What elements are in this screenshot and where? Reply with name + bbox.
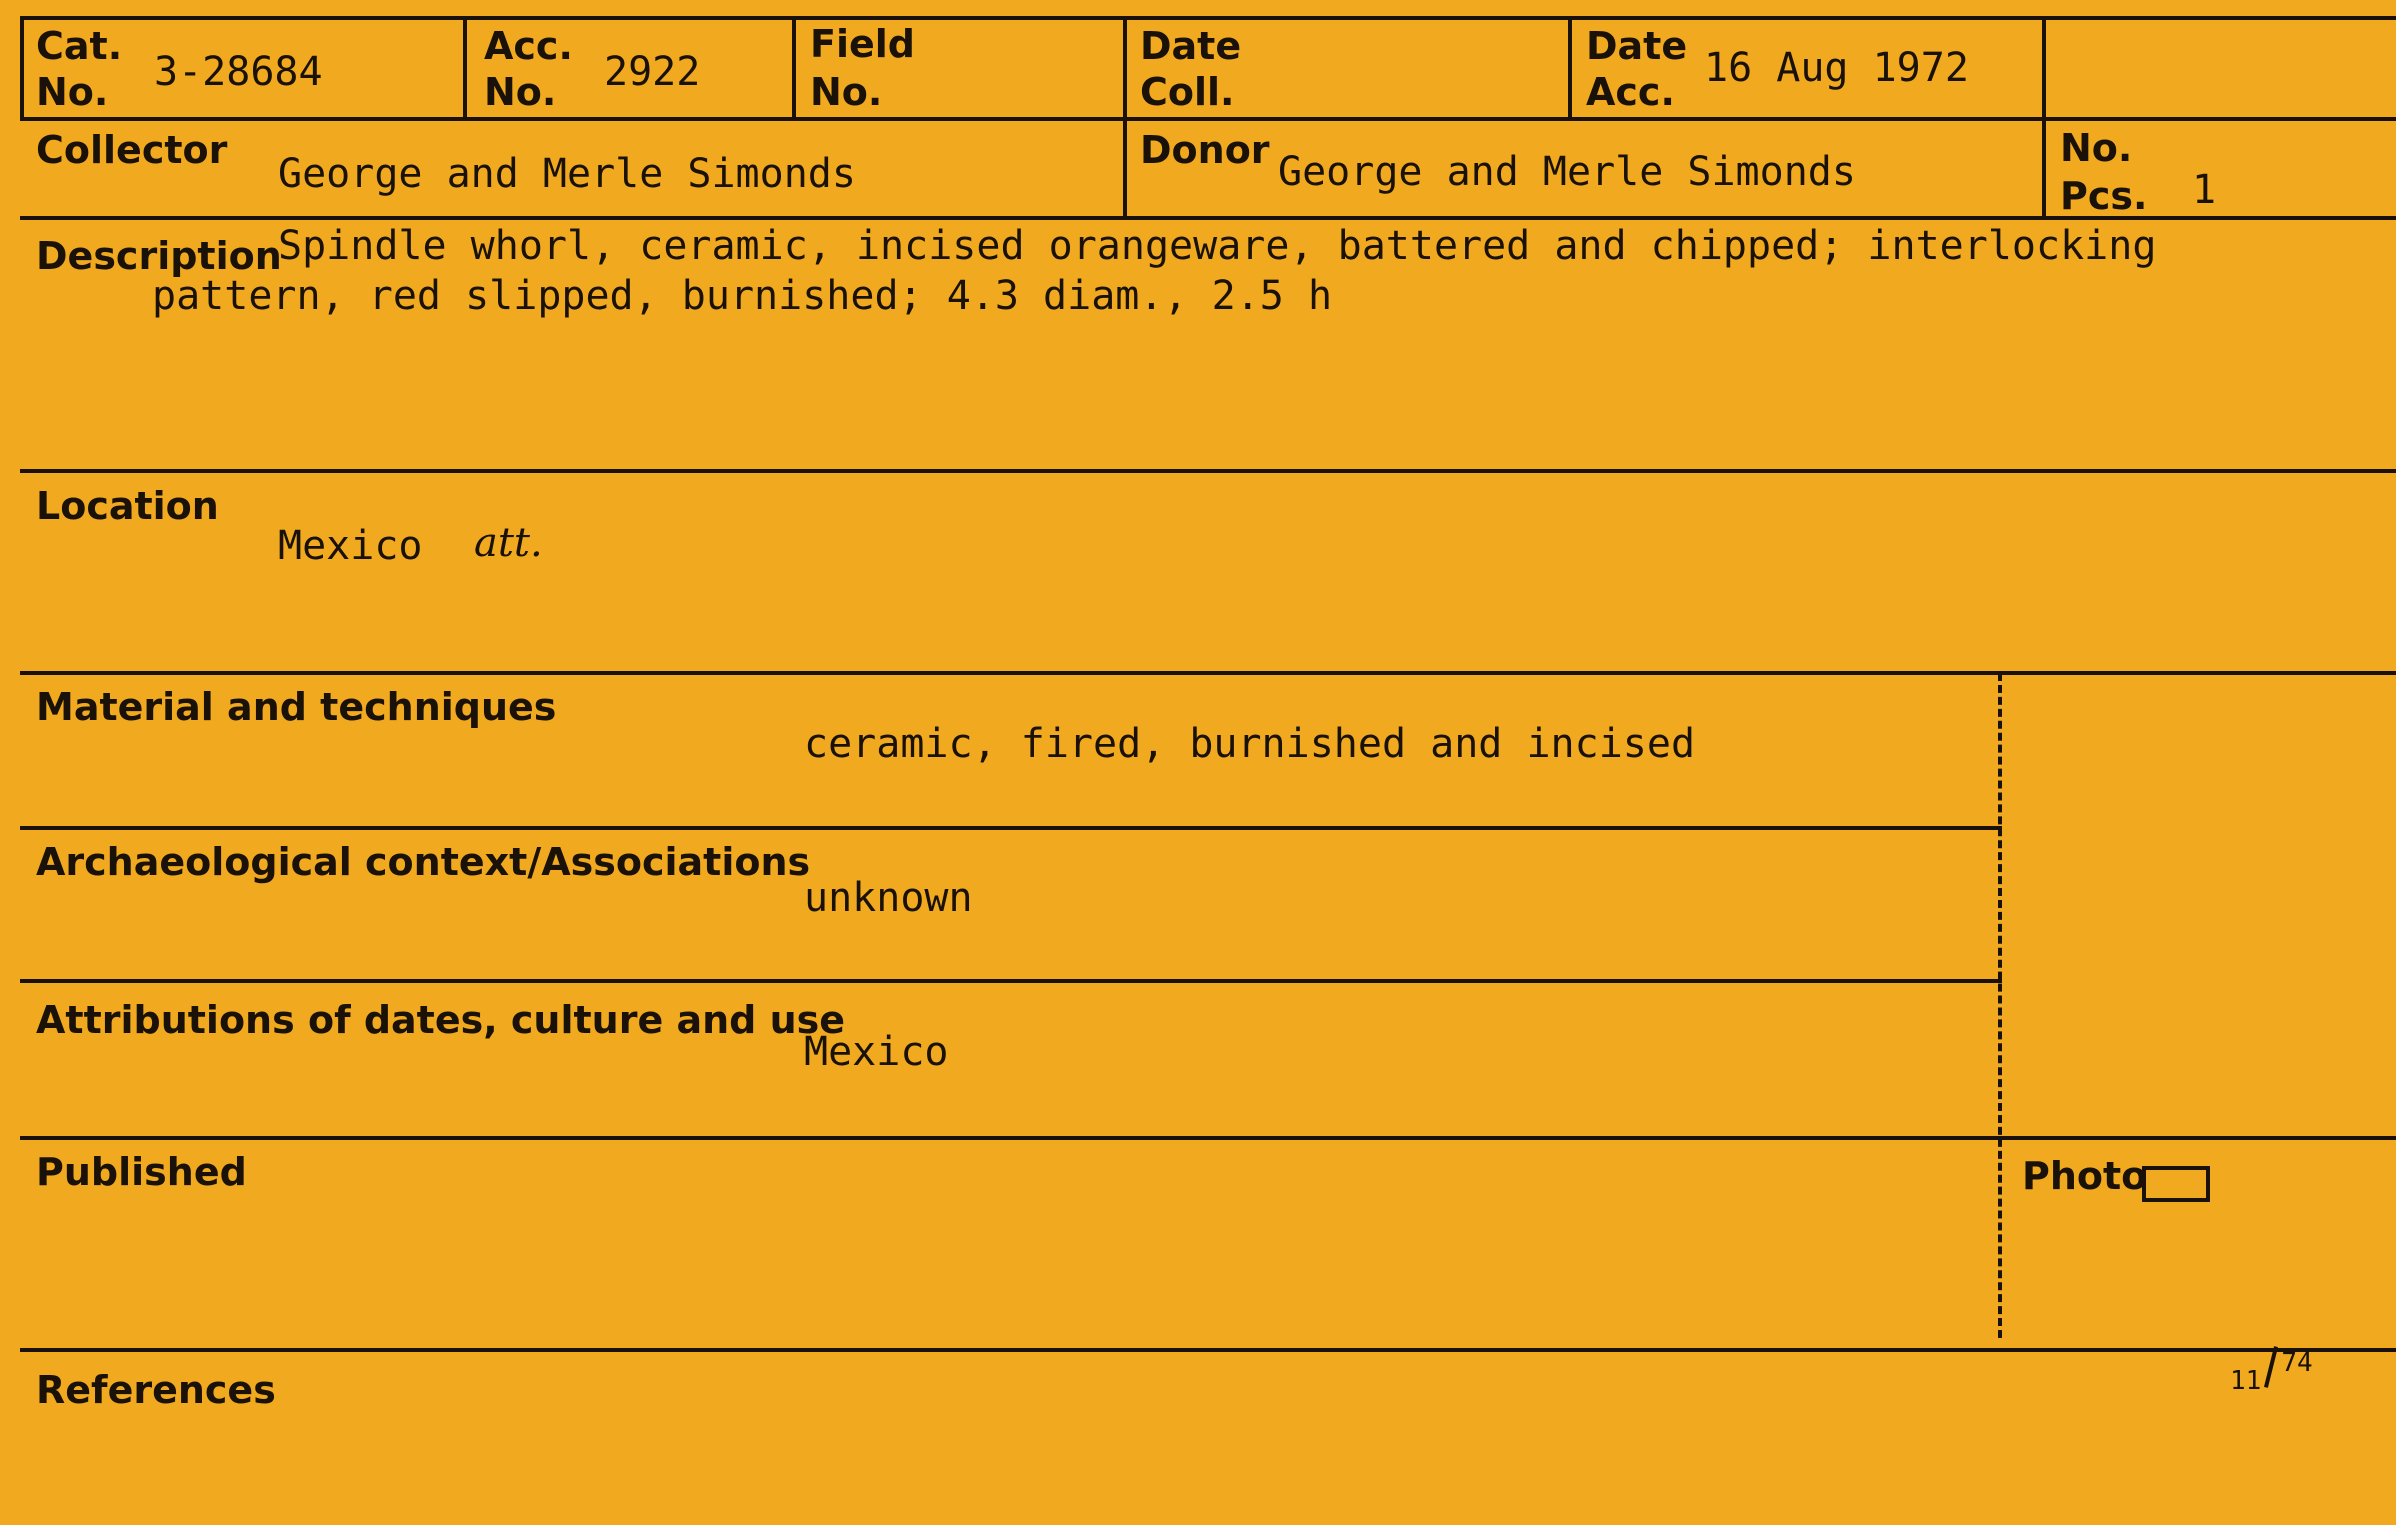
cat-no-label-bottom: No. bbox=[36, 70, 109, 114]
published-bottom-rule bbox=[20, 1348, 2396, 1352]
date-acc-label-bottom: Acc. bbox=[1586, 70, 1675, 114]
header-divider-5 bbox=[1568, 16, 1572, 119]
header-divider-6 bbox=[2042, 16, 2046, 216]
location-label: Location bbox=[36, 484, 219, 528]
attributions-bottom-rule bbox=[20, 1136, 2396, 1140]
location-handwritten-note: att. bbox=[474, 520, 543, 566]
pieces-no-label: No. bbox=[2060, 126, 2133, 170]
location-bottom-rule bbox=[20, 671, 2396, 675]
form-code-slash bbox=[2264, 1346, 2278, 1388]
material-label: Material and techniques bbox=[36, 685, 557, 729]
form-code bbox=[2230, 1346, 2313, 1396]
top-rule bbox=[20, 16, 2396, 20]
field-no-label-bottom: No. bbox=[810, 70, 883, 114]
header-divider-1 bbox=[20, 16, 24, 119]
acc-no-label-top: Acc. bbox=[484, 24, 573, 68]
collector-label: Collector bbox=[36, 128, 228, 172]
pieces-pcs-label: Pcs. bbox=[2060, 174, 2148, 218]
cat-no-value: 3-28684 bbox=[154, 49, 323, 95]
description-line-2: pattern, red slipped, burnished; 4.3 diam., 2.5 h bbox=[152, 273, 1333, 319]
archaeological-label: Archaeological context/Associations bbox=[36, 840, 811, 884]
header-divider-4 bbox=[1123, 16, 1127, 216]
archaeological-value: unknown bbox=[804, 875, 973, 921]
photo-label: Photo bbox=[2022, 1154, 2148, 1198]
material-value: ceramic, fired, burnished and incised bbox=[804, 721, 1696, 767]
date-coll-label-bottom: Coll. bbox=[1140, 70, 1235, 114]
archaeological-bottom-rule bbox=[20, 979, 2002, 983]
location-value: Mexico bbox=[278, 523, 423, 569]
attributions-value: Mexico bbox=[804, 1029, 949, 1075]
collector-value: George and Merle Simonds bbox=[278, 151, 856, 197]
header-bottom-rule bbox=[20, 117, 2396, 121]
field-no-label-top: Field bbox=[810, 22, 915, 66]
photo-column-divider bbox=[1998, 673, 2002, 1338]
description-label: Description bbox=[36, 234, 282, 278]
published-label: Published bbox=[36, 1150, 247, 1194]
donor-value: George and Merle Simonds bbox=[1278, 149, 1856, 195]
pieces-value: 1 bbox=[2192, 167, 2217, 213]
attributions-label: Attributions of dates, culture and use bbox=[36, 998, 846, 1042]
donor-label: Donor bbox=[1140, 128, 1270, 172]
references-label: References bbox=[36, 1368, 276, 1412]
date-acc-label-top: Date bbox=[1586, 24, 1688, 68]
form-code-left: 11 bbox=[2230, 1365, 2262, 1396]
header-divider-2 bbox=[463, 16, 467, 119]
header-divider-3 bbox=[792, 16, 796, 119]
form-code-right: 74 bbox=[2281, 1347, 2313, 1378]
description-line-1: Spindle whorl, ceramic, incised orangeware, battered and chipped; interlocking bbox=[278, 223, 2157, 269]
date-coll-label-top: Date bbox=[1140, 24, 1242, 68]
description-bottom-rule bbox=[20, 469, 2396, 473]
date-acc-value: 16 Aug 1972 bbox=[1704, 45, 1969, 91]
photo-checkbox[interactable] bbox=[2142, 1166, 2210, 1202]
cat-no-label-top: Cat. bbox=[36, 24, 123, 68]
acc-no-value: 2922 bbox=[604, 49, 701, 95]
material-bottom-rule bbox=[20, 826, 2002, 830]
acc-no-label-bottom: No. bbox=[484, 70, 557, 114]
